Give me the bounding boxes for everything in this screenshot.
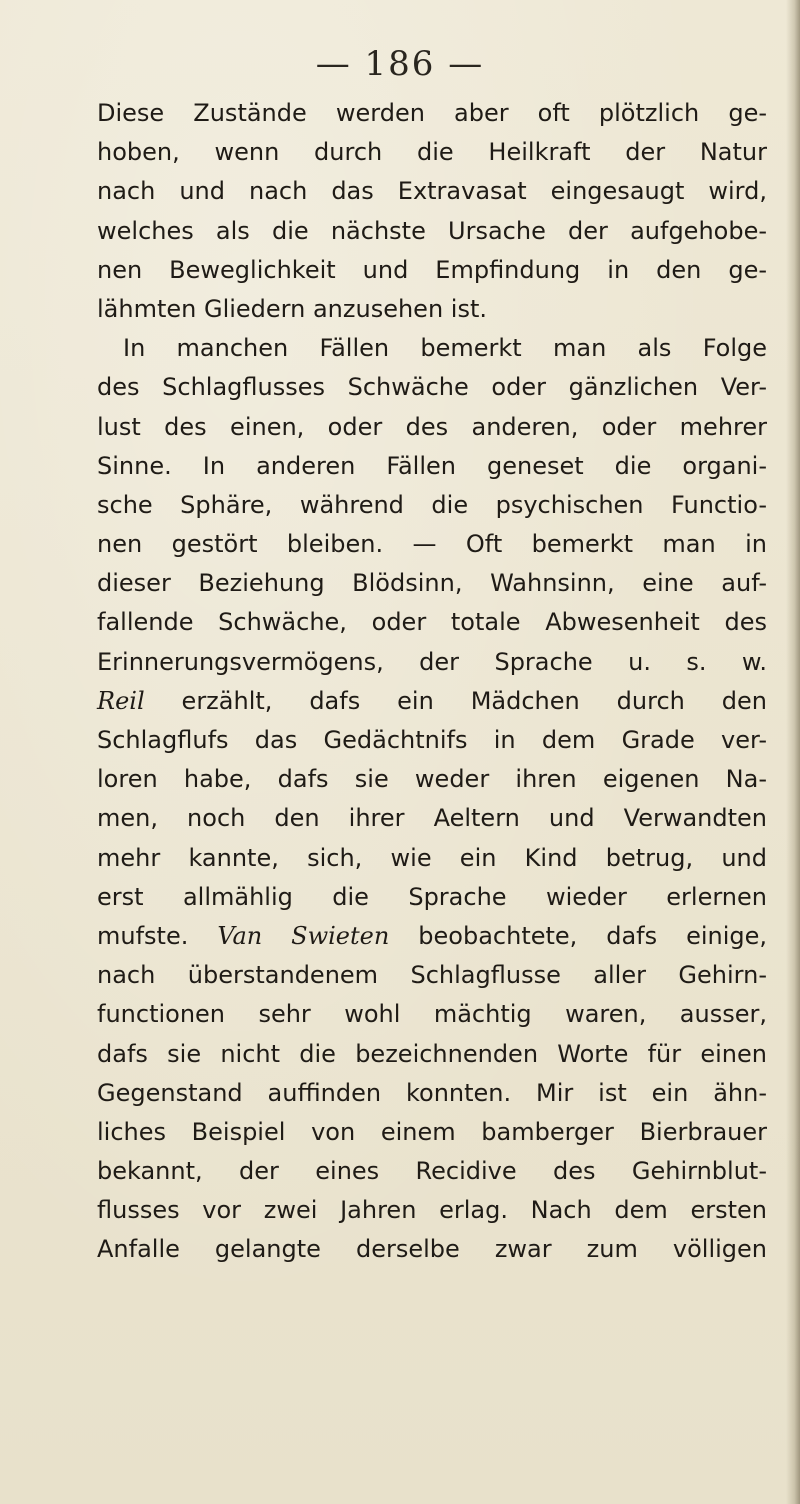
- paragraph-start-line: In manchen Fällen bemerkt man als Folge: [123, 334, 767, 363]
- text-line: hoben, wenn durch die Heilkraft der Natur: [97, 138, 767, 167]
- author-name-reil: Reil: [97, 686, 145, 715]
- text-line: men, noch den ihrer Aeltern und Verwandten: [97, 804, 767, 833]
- text-line: lähmten Gliedern anzusehen ist.: [97, 294, 487, 323]
- text-line: des Schlagflusses Schwäche oder gänzlichen Ver-: [97, 373, 767, 402]
- text-line-remainder: erzählt, dafs ein Mädchen durch den: [181, 686, 767, 715]
- text-line: loren habe, dafs sie weder ihren eigenen Na-: [97, 765, 767, 794]
- text-line: nach überstandenem Schlagflusse aller Gehirn-: [97, 961, 767, 990]
- text-line: Anfalle gelangte derselbe zwar zum völligen: [97, 1235, 767, 1264]
- text-line: mehr kannte, sich, wie ein Kind betrug, und: [97, 843, 767, 872]
- text-line: dafs sie nicht die bezeichnenden Worte für einen: [97, 1039, 767, 1068]
- text-line: dieser Beziehung Blödsinn, Wahnsinn, eine auf-: [97, 569, 767, 598]
- text-line: liches Beispiel von einem bamberger Bierbrauer: [97, 1117, 767, 1146]
- text-line: bekannt, der eines Recidive des Gehirnblut-: [97, 1157, 767, 1186]
- text-line: nen Beweglichkeit und Empfindung in den ge-: [97, 255, 767, 284]
- text-line: erst allmählig die Sprache wieder erlernen: [97, 882, 767, 911]
- text-line: Diese Zustände werden aber oft plötzlich ge-: [97, 99, 767, 127]
- text-line: Erinnerungsvermögens, der Sprache u. s. w.: [97, 647, 767, 676]
- text-line-with-name: [97, 917, 767, 956]
- text-line-with-name: [97, 682, 767, 721]
- text-line: Gegenstand auffinden konnten. Mir ist ein ähn-: [97, 1078, 767, 1107]
- text-line: lust des einen, oder des anderen, oder mehrer: [97, 412, 767, 441]
- page-edge-shadow: [786, 0, 800, 1504]
- text-line: functionen sehr wohl mächtig waren, ausser,: [97, 1000, 767, 1029]
- text-line: nach und nach das Extravasat eingesaugt wird,: [97, 177, 767, 206]
- page-number: — 186 —: [315, 44, 485, 84]
- text-line: Schlagflufs das Gedächtnifs in dem Grade ver-: [97, 726, 767, 754]
- text-line: fallende Schwäche, oder totale Abwesenheit des: [97, 608, 767, 637]
- text-line: flusses vor zwei Jahren erlag. Nach dem ersten: [97, 1196, 767, 1225]
- text-line: sche Sphäre, während die psychischen Functio-: [97, 490, 767, 519]
- text-line-remainder: beobachtete, dafs einige,: [418, 921, 768, 950]
- text-line: Sinne. In anderen Fällen geneset die organi-: [97, 451, 767, 480]
- body-text: [97, 94, 767, 1270]
- author-name-van-swieten: Van Swieten: [217, 921, 390, 950]
- text-line: nen gestört bleiben. — Oft bemerkt man in: [97, 530, 767, 559]
- text-line: welches als die nächste Ursache der aufgehobe-: [97, 216, 767, 245]
- text-line-start: mufste.: [97, 921, 189, 950]
